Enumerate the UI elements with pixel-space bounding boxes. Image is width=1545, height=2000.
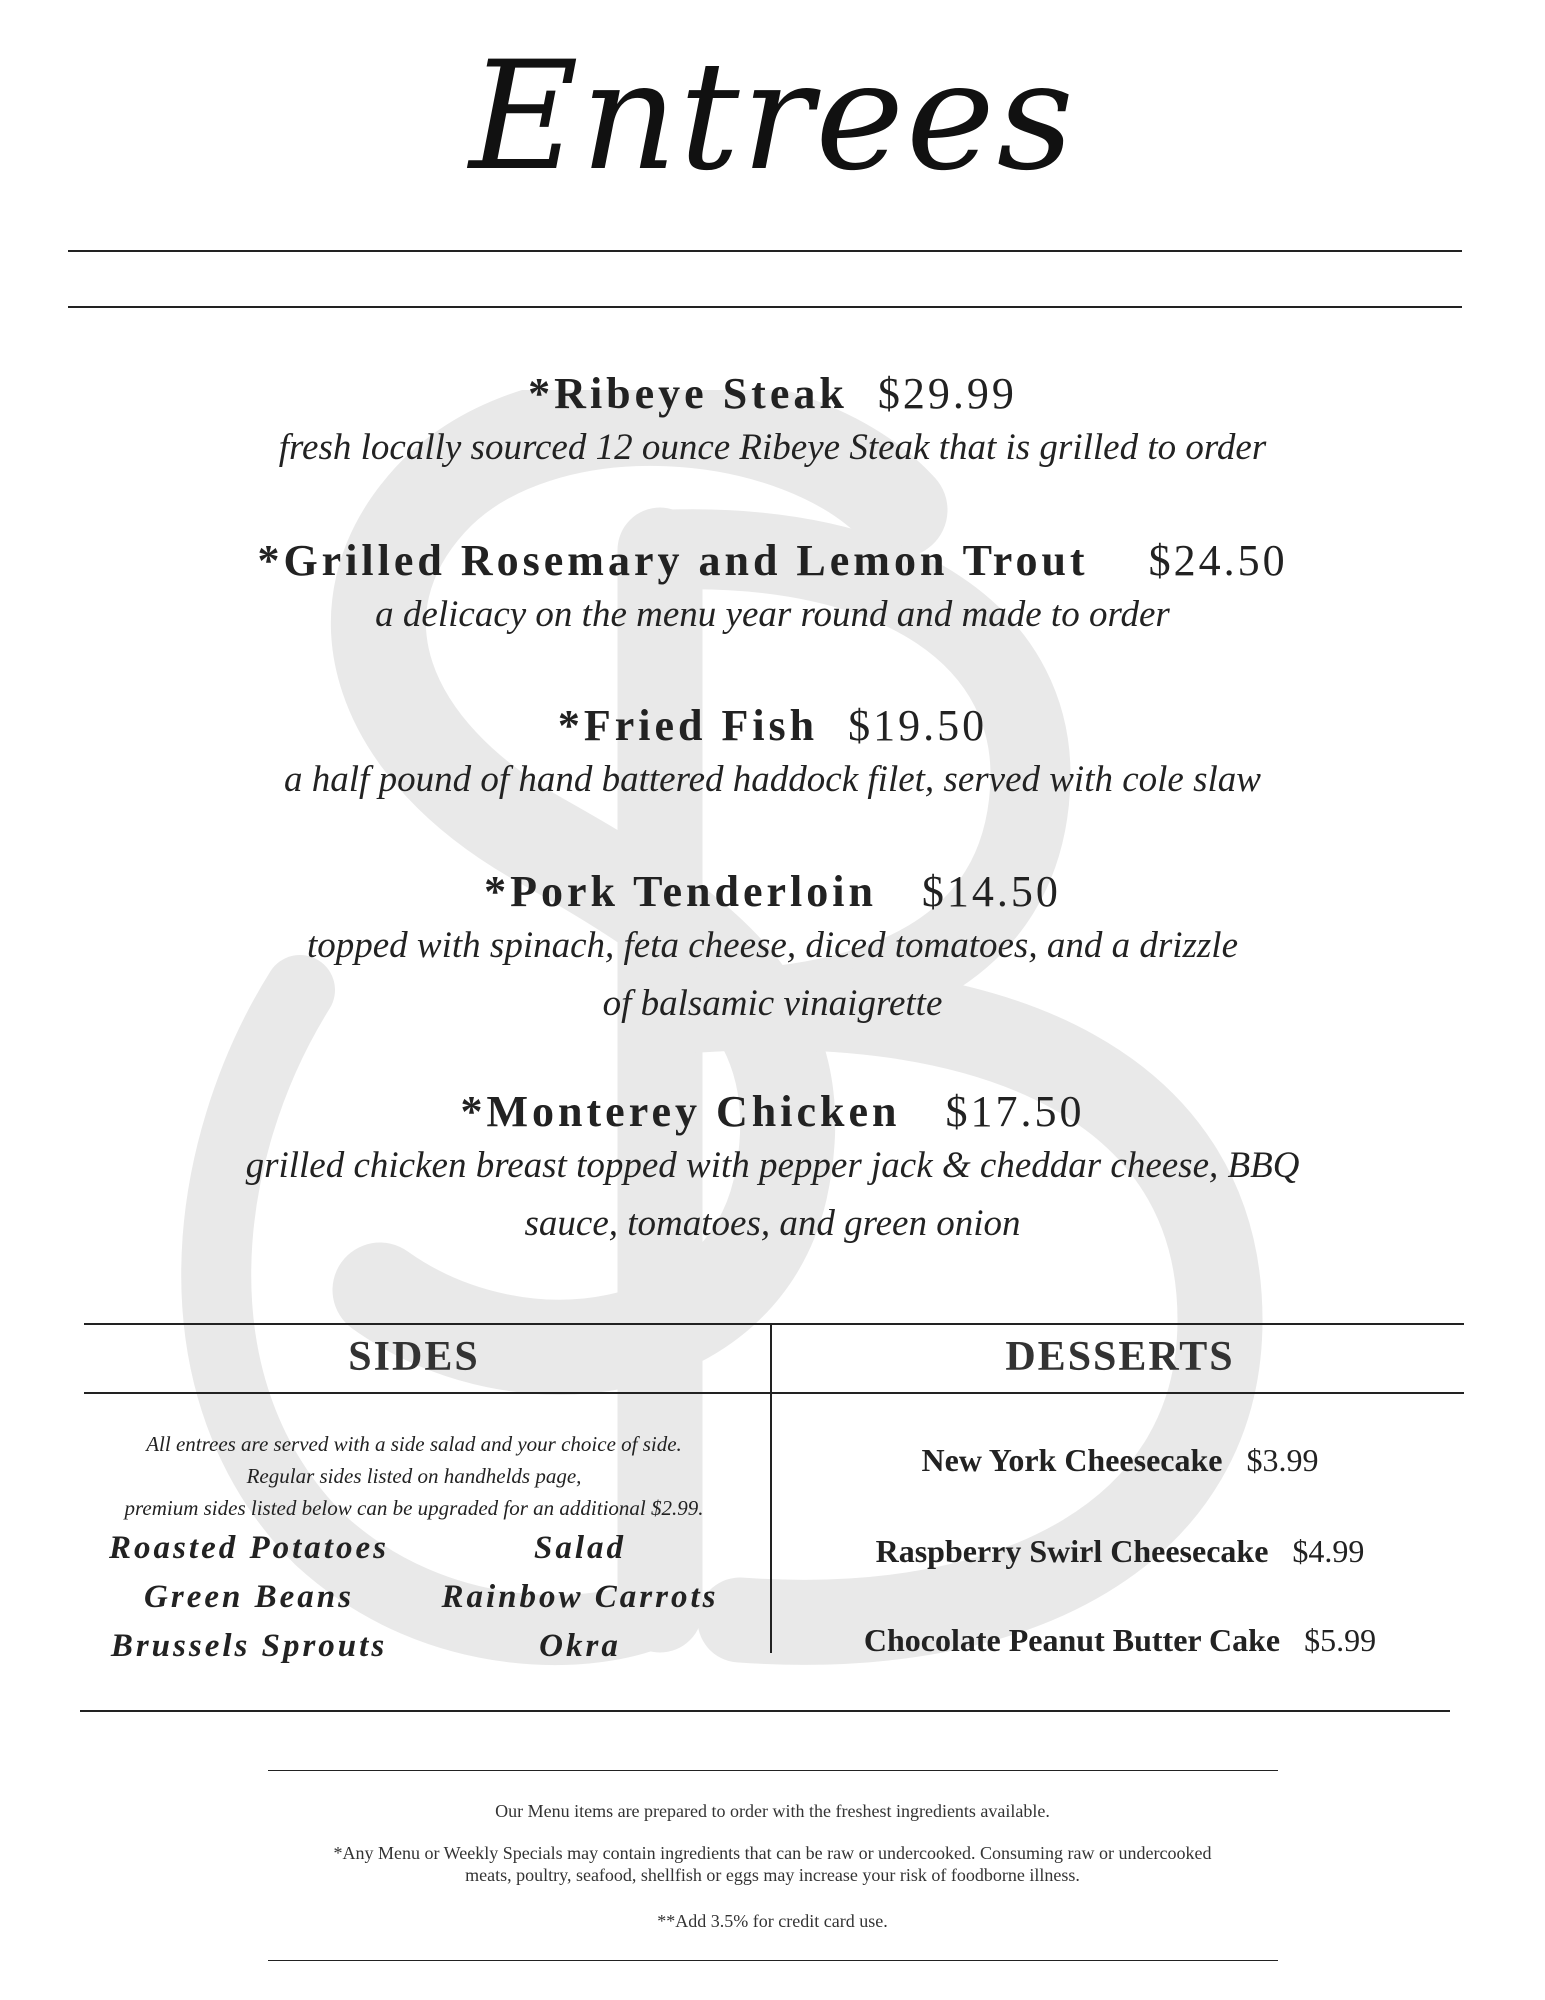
table-divider (770, 1323, 772, 1653)
sides-heading: SIDES (348, 1334, 480, 1380)
side-item: Rainbow Carrots (441, 1579, 719, 1615)
dessert-name: Raspberry Swirl Cheesecake (875, 1533, 1269, 1569)
sides-right-column (420, 1530, 740, 1677)
table-rule-header (84, 1392, 1464, 1394)
entree-name: *Ribeye Steak (528, 369, 848, 418)
footer-credit-note: **Add 3.5% for credit card use. (657, 1911, 888, 1931)
entree-price: $29.99 (877, 369, 1017, 418)
entree-price: $24.50 (1148, 536, 1288, 585)
entree-description: fresh locally sourced 12 ounce Ribeye Steak that is grilled to order (278, 427, 1267, 468)
entree-name: *Pork Tenderloin (484, 867, 877, 916)
sides-note-line: Regular sides listed on handhelds page, (246, 1464, 582, 1488)
dessert-price: $4.99 (1292, 1533, 1365, 1569)
table-rule-top (84, 1323, 1464, 1325)
dessert-item (780, 1622, 1460, 1659)
entree-item (0, 1086, 1545, 1253)
dessert-price: $5.99 (1304, 1622, 1377, 1658)
footer-freshness-note: Our Menu items are prepared to order with the freshest ingredients available. (495, 1801, 1050, 1821)
side-item: Roasted Potatoes (109, 1530, 389, 1566)
entree-price: $14.50 (921, 867, 1061, 916)
entree-price: $19.50 (848, 701, 988, 750)
header-rule-top (68, 250, 1462, 252)
entree-name: *Fried Fish (557, 701, 819, 750)
entree-item (0, 368, 1545, 477)
side-item: Green Beans (144, 1579, 354, 1615)
entree-description-line: sauce, tomatoes, and green onion (524, 1203, 1021, 1244)
entree-item (0, 866, 1545, 1033)
page-title: Entrees (469, 30, 1076, 204)
entree-description: a delicacy on the menu year round and made to order (375, 594, 1170, 635)
side-item: Salad (533, 1530, 627, 1566)
dessert-name: Chocolate Peanut Butter Cake (863, 1622, 1281, 1658)
sides-note (84, 1428, 744, 1524)
side-item: Brussels Sprouts (110, 1628, 388, 1664)
entree-description-line: grilled chicken breast topped with pepper jack & cheddar cheese, BBQ (245, 1145, 1300, 1186)
table-rule-bottom (80, 1710, 1450, 1712)
header-rule-bottom (68, 306, 1462, 308)
desserts-heading: DESSERTS (1005, 1334, 1235, 1380)
entree-name: *Monterey Chicken (460, 1087, 901, 1136)
footer-disclaimer-line: *Any Menu or Weekly Specials may contain ingredients that can be raw or undercooked. Consuming raw or undercooked (333, 1843, 1212, 1863)
sides-note-line: premium sides listed below can be upgraded for an additional $2.99. (124, 1496, 704, 1520)
dessert-name: New York Cheesecake (921, 1442, 1223, 1478)
dessert-item (780, 1533, 1460, 1570)
dessert-item (780, 1442, 1460, 1479)
side-item: Okra (539, 1628, 621, 1664)
entree-description: a half pound of hand battered haddock filet, served with cole slaw (284, 759, 1261, 800)
footer-rule-top (268, 1770, 1278, 1771)
sides-left-column (84, 1530, 414, 1677)
sides-note-line: All entrees are served with a side salad and your choice of side. (146, 1432, 682, 1456)
footer-rule-bottom (268, 1960, 1278, 1961)
entree-price: $17.50 (945, 1087, 1085, 1136)
footer-disclaimer-line: meats, poultry, seafood, shellfish or eggs may increase your risk of foodborne illness. (465, 1865, 1080, 1885)
entree-description-line: of balsamic vinaigrette (602, 983, 943, 1024)
entree-name: *Grilled Rosemary and Lemon Trout (257, 536, 1089, 585)
entree-description-line: topped with spinach, feta cheese, diced tomatoes, and a drizzle (306, 925, 1239, 966)
entree-item (0, 700, 1545, 809)
dessert-price: $3.99 (1246, 1442, 1319, 1478)
footer-disclaimer (0, 1842, 1545, 1886)
entree-item (0, 535, 1545, 644)
